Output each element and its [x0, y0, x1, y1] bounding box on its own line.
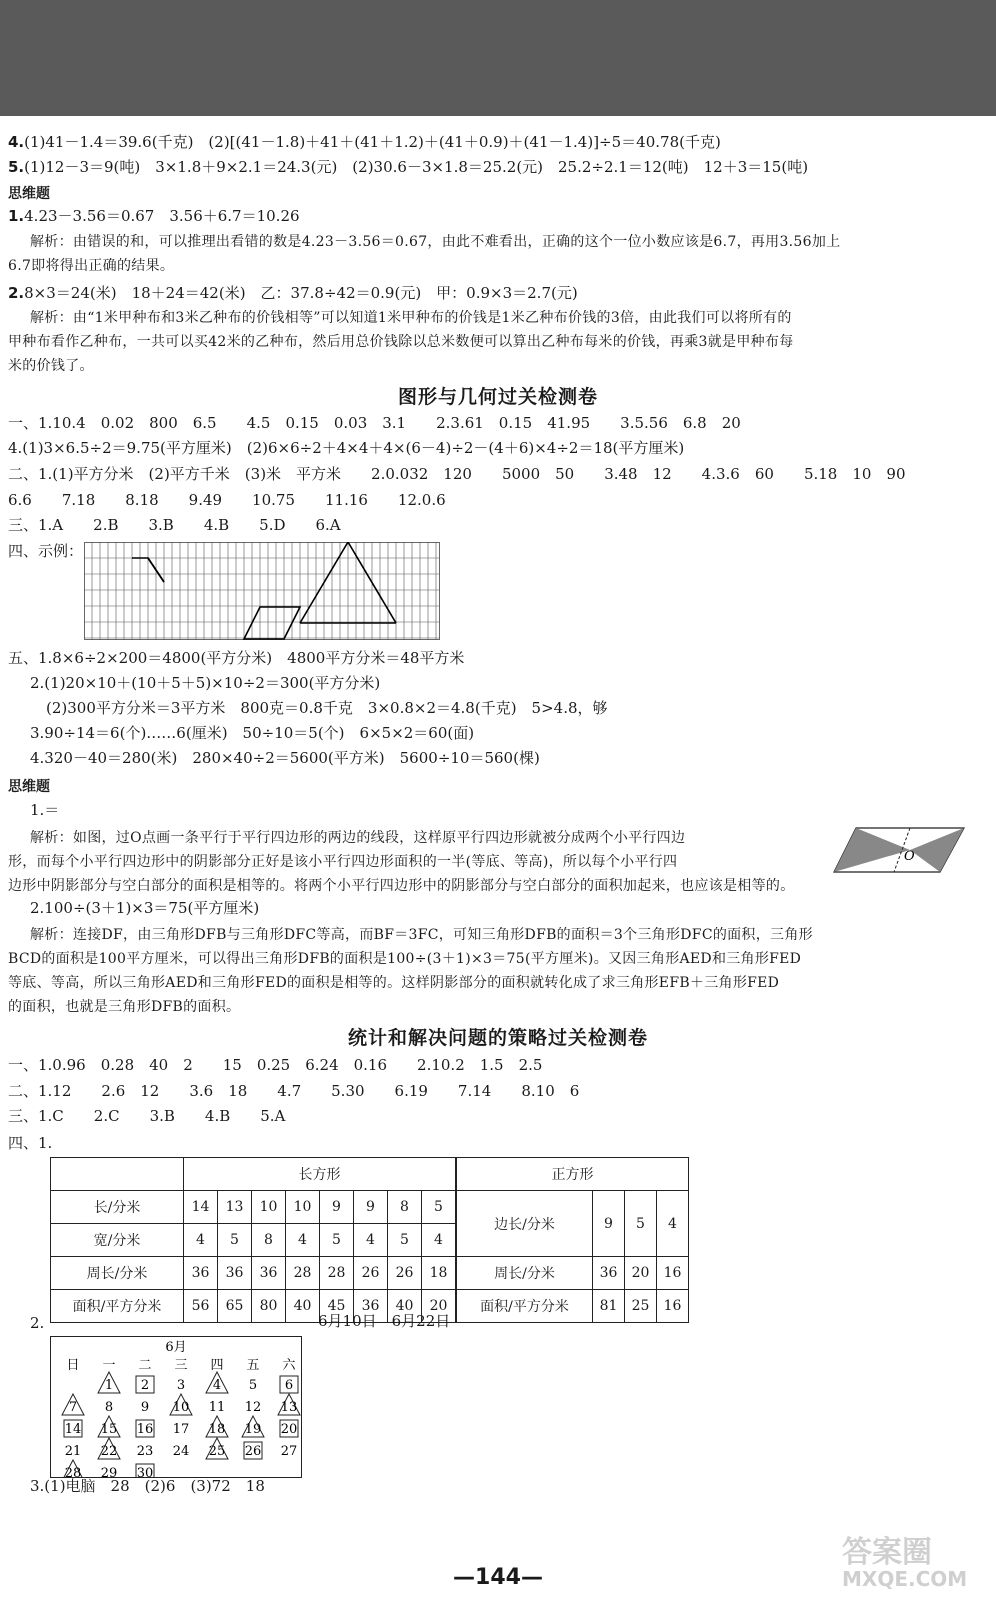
table-cell: 18	[422, 1257, 457, 1290]
june-calendar	[50, 1336, 302, 1478]
calendar-date: 21	[64, 1444, 82, 1459]
section-title: 图形与几何过关检测卷	[397, 386, 598, 408]
table-cell: 26	[388, 1257, 422, 1290]
calendar-date: 13	[280, 1400, 298, 1415]
table-cell: 14	[184, 1191, 218, 1224]
calendar-weekday: 一	[102, 1358, 116, 1373]
calendar-date: 29	[100, 1466, 118, 1477]
grid-figure	[84, 542, 440, 640]
table-cell: 65	[218, 1290, 252, 1323]
answer-line: 2.8×3＝24(米) 18＋24＝42(米) 乙：37.8÷42＝0.9(元) 甲：0.9×3＝2.7(元)	[8, 284, 578, 302]
table-cell: 36	[354, 1290, 388, 1323]
calendar-grid	[51, 1337, 301, 1477]
calendar-date: 28	[64, 1466, 82, 1477]
table-cell: 9	[354, 1191, 388, 1224]
table-cell: 16	[657, 1290, 689, 1323]
svg-text:O: O	[904, 849, 915, 864]
row-label: 面积/平方分米	[51, 1290, 184, 1323]
answer-line: 2.(1)20×10＋(10＋5＋5)×10÷2＝300(平方分米)	[30, 674, 381, 692]
calendar-date: 24	[172, 1444, 190, 1459]
table-cell: 40	[286, 1290, 320, 1323]
calendar-date: 11	[208, 1400, 226, 1415]
answer-line: 三、1.A 2.B 3.B 4.B 5.D 6.A	[8, 516, 341, 534]
answer-line: 4.(1)41－1.4＝39.6(千克) (2)[(41－1.8)＋41＋(41＋1.2)＋(41＋0.9)＋(41－1.4)]÷5＝40.78(千克)	[8, 133, 721, 151]
row-label: 宽/分米	[51, 1224, 184, 1257]
calendar-date: 26	[244, 1444, 262, 1459]
calendar-weekday: 四	[210, 1358, 224, 1373]
answer-line: 二、1.12 2.6 12 3.6 18 4.7 5.30 6.19 7.14 8.10 6	[8, 1082, 580, 1100]
watermark-logo: 答案圈	[842, 1535, 932, 1570]
calendar-date: 27	[280, 1444, 298, 1459]
table-corner	[51, 1158, 184, 1191]
answer-line: 4.(1)3×6.5÷2＝9.75(平方厘米) (2)6×6÷2＋4×4＋4×(6－4)÷2－(4＋6)×4÷2＝18(平方厘米)	[8, 439, 685, 457]
answer-line: 三、1.C 2.C 3.B 4.B 5.A	[8, 1107, 286, 1125]
answer-line: 5.(1)12－3＝9(吨) 3×1.8＋9×2.1＝24.3(元) (2)30.6－3×1.8＝25.2(元) 25.2÷2.1＝12(吨) 12＋3＝15(吨)	[8, 158, 809, 176]
table-cell: 8	[388, 1191, 422, 1224]
row-label: 边长/分米	[456, 1191, 593, 1257]
table-cell: 25	[625, 1290, 657, 1323]
table-cell: 20	[422, 1290, 457, 1323]
table-cell: 36	[218, 1257, 252, 1290]
calendar-date: 22	[100, 1444, 118, 1459]
analysis-text: 解析：由“1米甲种布和3米乙种布的价钱相等”可以知道1米甲种布的价钱是1米乙种布价钱的3倍，由此我们可以将所有的	[30, 310, 792, 326]
answer-line: 四、示例：	[8, 542, 84, 560]
answer-line: (2)300平方分米＝3平方米 800克＝0.8千克 3×0.8×2＝4.8(千克) 5>4.8，够	[46, 699, 608, 717]
calendar-date: 10	[172, 1400, 190, 1415]
table-cell: 4	[422, 1224, 457, 1257]
answer-line: 3.(1)电脑 28 (2)6 (3)72 18	[30, 1477, 265, 1495]
answer-line: 1.4.23－3.56＝0.67 3.56＋6.7＝10.26	[8, 207, 300, 225]
calendar-date: 18	[208, 1422, 226, 1437]
calendar-date: 5	[248, 1378, 258, 1393]
table-cell: 40	[388, 1290, 422, 1323]
calendar-date: 23	[136, 1444, 154, 1459]
calendar-date: 3	[176, 1378, 186, 1393]
row-label: 周长/分米	[51, 1257, 184, 1290]
calendar-weekday: 三	[174, 1358, 188, 1373]
page-number: —144—	[453, 1565, 543, 1590]
analysis-text: 米的价钱了。	[8, 358, 94, 374]
table-cell: 36	[593, 1257, 625, 1290]
section-title: 统计和解决问题的策略过关检测卷	[347, 1027, 648, 1049]
answer-line: 一、1.10.4 0.02 800 6.5 4.5 0.15 0.03 3.1 2.3.61 0.15 41.95 3.5.56 6.8 20	[8, 414, 741, 432]
calendar-weekday: 五	[246, 1358, 260, 1373]
table-cell: 45	[320, 1290, 354, 1323]
calendar-date: 15	[100, 1422, 118, 1437]
analysis-text: 解析：由错误的和，可以推理出看错的数是4.23－3.56＝0.67，由此不难看出，正确的这个一位小数应该是6.7，再用3.56加上	[30, 234, 841, 250]
table-cell: 5	[320, 1224, 354, 1257]
analysis-text: 甲种布看作乙种布，一共可以买42米的乙种布，然后用总价钱除以总米数便可以算出乙种布每米的价钱，再乘3就是甲种布每	[8, 334, 794, 350]
table-cell: 56	[184, 1290, 218, 1323]
calendar-date: 17	[172, 1422, 190, 1437]
answer-line: 2.100÷(3＋1)×3＝75(平方厘米)	[30, 899, 260, 917]
calendar-month: 6月	[165, 1340, 187, 1355]
analysis-text: 6.7即将得出正确的结果。	[8, 258, 175, 274]
row-label: 长/分米	[51, 1191, 184, 1224]
table-cell: 13	[218, 1191, 252, 1224]
section-heading: 思维题	[8, 186, 50, 202]
answer-line: 4.320－40＝280(米) 280×40÷2＝5600(平方米) 5600÷10＝560(棵)	[30, 749, 540, 767]
calendar-date: 19	[244, 1422, 262, 1437]
table-cell: 20	[625, 1257, 657, 1290]
table-cell: 5	[388, 1224, 422, 1257]
rect-header: 长方形	[184, 1158, 457, 1191]
analysis-text: 形，而每个小平行四边形中的阴影部分正好是该小平行四边形面积的一半(等底、等高)，所以每个小平行四	[8, 854, 678, 870]
rectangle-square-table	[50, 1157, 689, 1323]
calendar-date: 20	[280, 1422, 298, 1437]
analysis-text: 解析：连接DF，由三角形DFB与三角形DFC等高，而BF＝3FC，可知三角形DFB的面积＝3个三角形DFC的面积，三角形	[30, 927, 813, 943]
calendar-date: 16	[136, 1422, 154, 1437]
row-label: 周长/分米	[456, 1257, 593, 1290]
calendar-date: 8	[104, 1400, 114, 1415]
table-cell: 4	[354, 1224, 388, 1257]
table-cell: 4	[184, 1224, 218, 1257]
analysis-text: 解析：如图，过O点画一条平行于平行四边形的两边的线段，这样原平行四边形就被分成两个小平行四边	[30, 830, 686, 846]
answer-line: 四、1.	[8, 1134, 53, 1152]
parallelogram-figure	[832, 826, 968, 874]
watermark-url: MXQE.COM	[842, 1567, 968, 1591]
table-cell: 28	[320, 1257, 354, 1290]
watermark	[842, 1535, 968, 1591]
analysis-text: BCD的面积是100平方厘米，可以得出三角形DFB的面积是100÷(3＋1)×3＝75(平方厘米)。又因三角形AED和三角形FED	[8, 951, 802, 967]
answer-line: 3.90÷14＝6(个)……6(厘米) 50÷10＝5(个) 6×5×2＝60(面)	[30, 724, 475, 742]
row-label: 面积/平方分米	[456, 1290, 593, 1323]
table-cell: 5	[625, 1191, 657, 1257]
table-cell: 10	[252, 1191, 286, 1224]
answer-line: 6.6 7.18 8.18 9.49 10.75 11.16 12.0.6	[8, 491, 446, 509]
table-cell: 5	[218, 1224, 252, 1257]
table-cell: 8	[252, 1224, 286, 1257]
answer-line: 2.	[30, 1314, 45, 1332]
calendar-date: 25	[208, 1444, 226, 1459]
calendar-date: 9	[140, 1400, 150, 1415]
table-cell: 10	[286, 1191, 320, 1224]
answer-line: 1.＝	[30, 801, 60, 819]
top-band	[0, 0, 996, 116]
analysis-text: 边形中阴影部分与空白部分的面积是相等的。将两个小平行四边形中的阴影部分与空白部分的面积加起来，也应该是相等的。	[8, 878, 795, 894]
calendar-date: 7	[68, 1400, 78, 1415]
analysis-text: 等底、等高，所以三角形AED和三角形FED的面积是相等的。这样阴影部分的面积就转化成了求三角形EFB＋三角形FED	[8, 975, 780, 991]
table-cell: 81	[593, 1290, 625, 1323]
analysis-text: 的面积，也就是三角形DFB的面积。	[8, 999, 241, 1015]
calendar-date: 14	[64, 1422, 82, 1437]
square-header: 正方形	[456, 1158, 689, 1191]
table-cell: 9	[320, 1191, 354, 1224]
section-heading: 思维题	[8, 779, 50, 795]
calendar-date: 30	[136, 1466, 154, 1477]
answer-line: 二、1.(1)平方分米 (2)平方千米 (3)米 平方米 2.0.032 120 5000 50 3.48 12 4.3.6 60 5.18 10 90	[8, 465, 906, 483]
table-cell: 4	[286, 1224, 320, 1257]
table-cell: 28	[286, 1257, 320, 1290]
calendar-weekday: 二	[138, 1358, 152, 1373]
table-cell: 80	[252, 1290, 286, 1323]
table-cell: 16	[657, 1257, 689, 1290]
calendar-date: 12	[244, 1400, 262, 1415]
table-cell: 5	[422, 1191, 457, 1224]
table-cell: 4	[657, 1191, 689, 1257]
calendar-date: 1	[104, 1378, 114, 1393]
table-cell: 36	[184, 1257, 218, 1290]
calendar-date: 6	[284, 1378, 294, 1393]
table-cell: 26	[354, 1257, 388, 1290]
table-cell: 36	[252, 1257, 286, 1290]
calendar-weekday: 六	[282, 1358, 296, 1373]
calendar-date: 4	[212, 1378, 222, 1393]
answer-line: 五、1.8×6÷2×200＝4800(平方分米) 4800平方分米＝48平方米	[8, 649, 465, 667]
calendar-date: 2	[140, 1378, 150, 1393]
answer-line: 6月10日 6月22日	[318, 1312, 451, 1330]
calendar-weekday: 日	[66, 1358, 80, 1373]
answer-line: 一、1.0.96 0.28 40 2 15 0.25 6.24 0.16 2.10.2 1.5 2.5	[8, 1056, 543, 1074]
table-cell: 9	[593, 1191, 625, 1257]
